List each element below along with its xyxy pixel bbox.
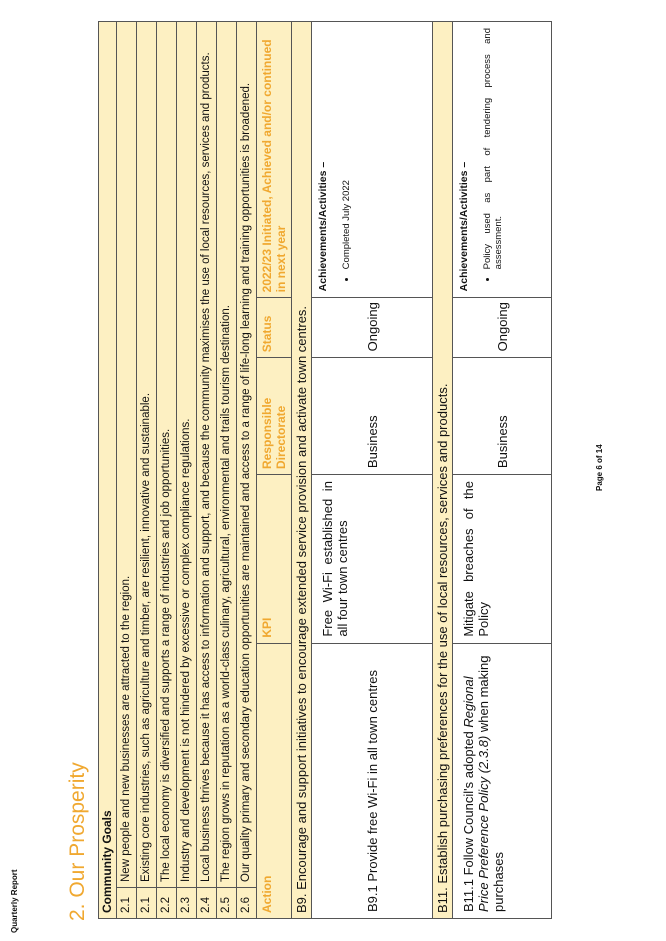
goal-text: Our quality primary and secondary education opportunities are maintained and access to a range of life-long learning and training opportunities is broadened. — [240, 82, 252, 882]
community-goals-title: Community Goals — [100, 810, 114, 913]
achievements-cell — [453, 22, 551, 297]
achievements-list — [482, 28, 504, 291]
action-text-suffix: when making purchases — [476, 655, 506, 912]
section-title: B11. Establish purchasing preferences for the use of local resources, services and products. — [433, 22, 452, 918]
achievements-cell — [312, 22, 432, 297]
policy-name: Regional Price Preference Policy (2.3.8) — [461, 676, 491, 912]
column-header-initiated: 2022/23 Initiated, Achieved and/or continued in next year — [260, 39, 288, 293]
kpi-cell: Mitigate breaches of the Policy — [453, 474, 551, 643]
column-header-directorate: Responsible Directorate — [257, 357, 291, 474]
goal-row — [217, 21, 237, 919]
goal-number: 2.6 — [237, 887, 256, 918]
achievements-list — [341, 162, 352, 292]
goal-number: 2.1 — [117, 887, 136, 918]
goal-row — [157, 21, 177, 919]
goal-row — [117, 21, 137, 919]
action-cell: B9.1 Provide free Wi-Fi in all town centres — [312, 643, 432, 918]
goal-number: 2.2 — [157, 887, 176, 918]
column-header-row — [257, 21, 292, 919]
achievement-item: • Completed July 2022 — [341, 162, 352, 270]
status-cell: Ongoing — [312, 297, 432, 357]
goal-text: New people and new businesses are attracted to the region. — [120, 575, 132, 882]
achievement-item: • Policy used as part of tendering process and assessment. — [482, 28, 504, 269]
goal-row — [137, 21, 157, 919]
column-header-status: Status — [257, 297, 291, 357]
goal-number: 2.4 — [197, 887, 216, 918]
action-text-prefix: B11.1 Follow Council's adopted — [461, 727, 476, 912]
goal-row — [197, 21, 217, 919]
goal-row — [237, 21, 257, 919]
column-header-kpi: KPI — [257, 474, 291, 643]
action-row — [453, 21, 552, 919]
achievements-heading: Achievements/Activities – — [317, 161, 329, 292]
section-title: B9. Encourage and support initiatives to encourage extended service provision and activate town centres. — [292, 22, 311, 918]
goal-text: Industry and development is not hindered by excessive or complex compliance regulations. — [180, 418, 192, 882]
goal-text: Existing core industries, such as agriculture and timber, are resilient, innovative and sustainable. — [140, 392, 152, 882]
footer-report-name: Quarterly Report — [10, 869, 19, 933]
goal-number: 2.1 — [137, 887, 156, 918]
column-header-action: Action — [257, 643, 291, 918]
goal-text: The region grows in reputation as a world-class culinary, agricultural, environmental and trails tourism destination. — [220, 305, 232, 882]
action-row — [312, 21, 433, 919]
action-cell — [453, 643, 551, 918]
kpi-cell: Free Wi-Fi established in all four town centres — [312, 474, 432, 643]
directorate-cell: Business — [312, 357, 432, 474]
prosperity-table — [98, 21, 552, 919]
goal-text: Local business thrives because it has access to information and support, and because the community maximises the use of local resources, services and products. — [200, 52, 212, 882]
goal-number: 2.5 — [217, 887, 236, 918]
page-heading: 2. Our Prosperity — [66, 762, 89, 921]
goal-text: The local economy is diversified and supports a range of industries and job opportunities. — [160, 428, 172, 882]
achievements-heading: Achievements/Activities – — [458, 161, 470, 292]
section-title-row — [433, 21, 453, 919]
directorate-cell: Business — [453, 357, 551, 474]
community-goals-title-row — [98, 21, 117, 919]
goal-number: 2.3 — [177, 887, 196, 918]
status-cell: Ongoing — [453, 297, 551, 357]
goal-row — [177, 21, 197, 919]
section-title-row — [292, 21, 312, 919]
footer-page-number: Page 6 of 14 — [595, 444, 604, 491]
